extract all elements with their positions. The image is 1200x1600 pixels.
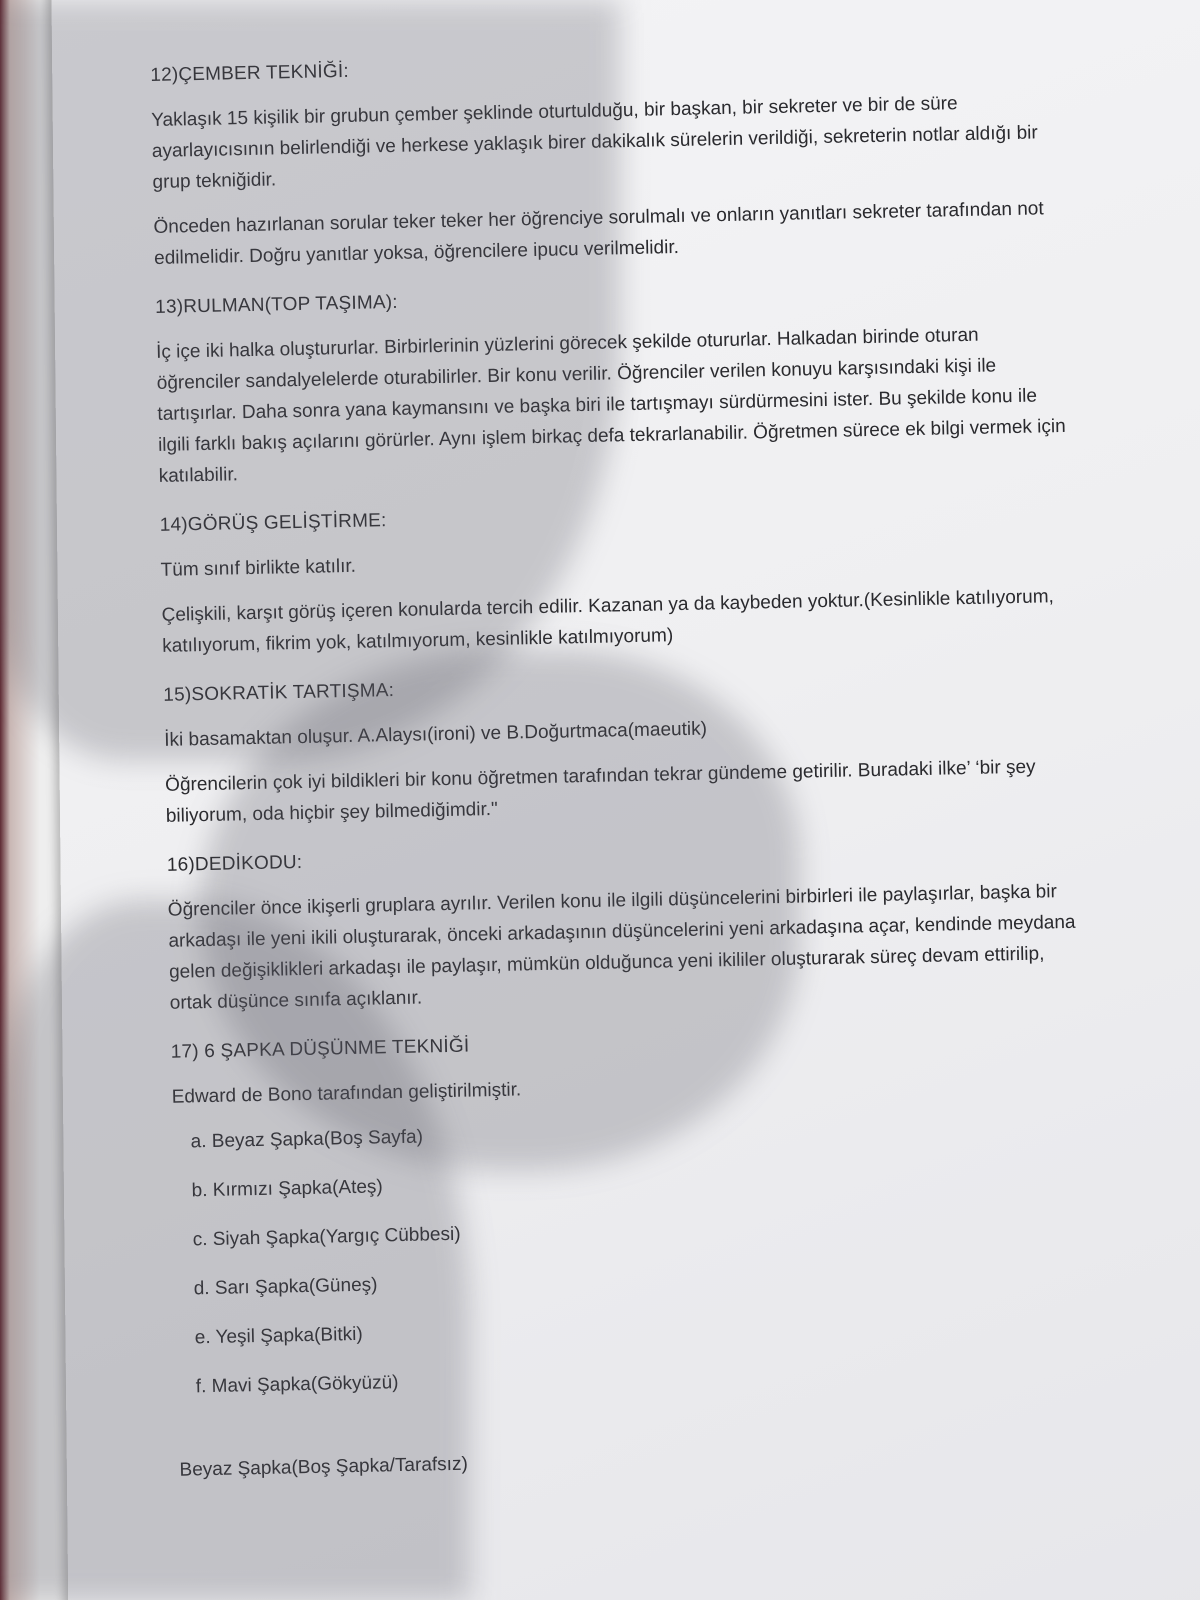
footer-line: Beyaz Şapka(Boş Şapka/Tarafsız) [179,1453,469,1481]
section-heading: 15)SOKRATİK TARTIŞMA: [163,680,395,706]
section-17 [170,1018,1087,1403]
list-item: f. Mavi Şapka(Gökyüzü) [195,1372,399,1398]
paragraph: Öğrencilerin çok iyi bildikleri bir konu öğretmen tarafından tekrar gündeme getirilir. Buradaki ilke’ ‘bir şey biliyorum, oda hiçbir şey bilmediğimdir." [164,756,1036,827]
paragraph: İç içe iki halka oluştururlar. Birbirlerinin yüzlerini görecek şekilde otururlar. Halkadan birinde oturan öğrenciler sandalyelelerde oturabilirler. Bir konu verilir. Öğrenciler verilen konuyu karşısındaki kişi ile tartışırlar. Daha sonra yana kaymansını ve başka biri ile tartışmayı sürdürmesini ister. Bu şekilde konu ile ilgili farklı bakış açılarını görürler. Aynı işlem birkaç defa tekrarlanabilir. Öğretmen sürece ek bilgi vermek için katılabilir. [155,324,1066,487]
section-14 [159,491,1072,662]
section-15 [163,661,1076,832]
section-heading: 13)RULMAN(TOP TAŞIMA): [154,291,399,318]
paragraph: Çelişkili, karşıt görüş içeren konularda tercih edilir. Kazanan ya da kaybeden yoktur.(Kesinlikle katılıyorum, katılıyorum, fikrim yok, katılmıyorum, kesinlikle katılmıyorum) [161,586,1055,657]
list-item: e. Yeşil Şapka(Bitki) [194,1323,363,1349]
list-item: d. Sarı Şapka(Güneş) [193,1274,378,1300]
section-16 [167,831,1080,1019]
hat-list [190,1108,1088,1403]
paragraph: Edward de Bono tarafından geliştirilmiştir. [171,1079,522,1108]
section-13 [155,273,1069,492]
paragraph: Öğrenciler önce ikişerli gruplara ayrılır. Verilen konu ile ilgili düşüncelerini birbirleri ile paylaşırlar, başka bir arkadaşı ile yeni ikili oluşturarak, önceki arkadaşının düşüncelerini yeni arkadaşına açar, kendinde meydana gelen değişiklikleri arkadaşı ile paylaşır, mümkün olduğunca yeni ikililer oluşturarak süreç devam ettirilip, ortak düşünce sınıfa açıklanır. [167,881,1076,1014]
paragraph: Tüm sınıf birlikte katılır. [160,555,357,581]
paragraph: İki basamaktan oluşur. A.Alaysı(ironi) ve B.Doğurtmaca(maeutik) [164,718,708,751]
section-heading: 14)GÖRÜŞ GELİŞTİRME: [159,510,387,536]
list-item: c. Siyah Şapka(Yargıç Cübbesi) [192,1223,461,1251]
paragraph: Önceden hazırlanan sorular teker teker her öğrenciye sorulmalı ve onların yanıtları sekreter tarafından not edilmelidir. Doğru yanıtlar yoksa, öğrencilere ipucu verilmelidir. [153,198,1044,269]
section-heading: 16)DEDİKODU: [166,851,303,876]
list-item: a. Beyaz Şapka(Boş Sayfa) [190,1126,424,1153]
section-heading: 17) 6 ŞAPKA DÜŞÜNME TEKNİĞİ [170,1035,470,1063]
document-body [150,41,1090,1500]
paragraph: Yaklaşık 15 kişilik bir grubun çember şeklinde oturtulduğu, bir başkan, bir sekreter ve bir de süre ayarlayıcısının belirlendiği ve herkese yaklaşık birer dakikalık sürelerin verildiği, sekreterin notlar aldığı bir grup tekniğidir. [151,93,1038,193]
list-item: b. Kırmızı Şapka(Ateş) [191,1176,383,1202]
section-heading: 12)ÇEMBER TEKNİĞİ: [150,60,350,86]
section-12 [150,41,1064,274]
